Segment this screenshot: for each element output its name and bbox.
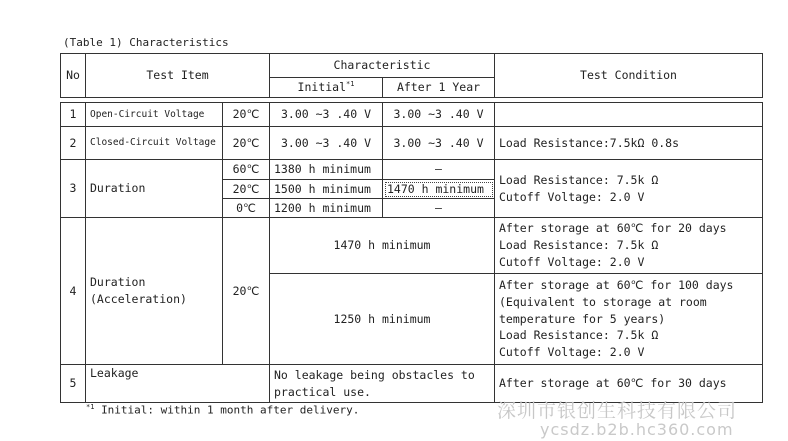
condition-line: Load Resistance: 7.5k Ω [499,328,659,343]
test-condition [495,103,763,127]
temperature: 60℃ [223,160,270,180]
table-row [61,160,763,180]
condition-line: After storage at 60℃ for 20 days [499,221,727,236]
condition-line: After storage at 60℃ for 100 days [499,278,734,293]
row-no: 2 [61,127,86,160]
value-line: practical use. [274,384,371,399]
test-condition [495,274,763,365]
header-test-condition: Test Condition [495,54,763,98]
temperature: 20℃ [223,180,270,199]
header-after-1-year: After 1 Year [383,78,495,98]
test-item: Open-Circuit Voltage [86,103,223,127]
condition-line: Cutoff Voltage: 2.0 V [499,345,645,359]
after-1-year-value: 3.00 ~3 .40 V [383,103,495,127]
item-line: (Acceleration) [90,292,187,306]
row-no: 3 [61,160,86,218]
test-condition: Load Resistance:7.5kΩ 0.8s [495,127,763,160]
header-row [61,54,763,78]
condition-line: temperature for 5 years) [499,311,666,326]
after-1-year-value: — [383,160,495,180]
footnote-mark: *1 [86,403,95,411]
initial-value: 3.00 ~3 .40 V [270,127,383,160]
initial-value: 1200 h minimum [270,199,383,218]
row-no: 4 [61,218,86,365]
characteristic-value: 1250 h minimum [270,274,495,365]
initial-value: 1380 h minimum [270,160,383,180]
test-condition [495,160,763,218]
test-condition [495,218,763,274]
condition-line: Load Resistance: 7.5k Ω [499,238,659,253]
row-no: 1 [61,103,86,127]
footnote [86,403,359,417]
header-initial: Initial$^{*1}$ [270,78,383,98]
header-characteristic: Characteristic [270,54,495,78]
temperature: 0℃ [223,199,270,218]
row-no: 5 [61,365,86,403]
item-line: Duration [90,275,146,290]
characteristic-value [270,365,495,403]
characteristics-table [60,53,763,403]
watermark-url: ycsdz.b2b.hc360.com [540,420,734,439]
test-item: Duration [86,160,223,218]
table-caption: (Table 1) Characteristics [63,36,229,49]
after-1-year-value: 3.00 ~3 .40 V [383,127,495,160]
table-row [61,103,763,127]
header-test-item: Test Item [86,54,270,98]
watermark-company: 深圳市银创生科技有限公司 [497,400,738,422]
condition-line: Cutoff Voltage: 2.0 V [499,189,645,204]
temperature: 20℃ [223,103,270,127]
test-item: Leakage [86,365,270,403]
initial-value: 3.00 ~3 .40 V [270,103,383,127]
initial-value: 1500 h minimum [270,180,383,199]
condition-line: Load Resistance: 7.5k Ω [499,172,659,187]
footnote-text: Initial: within 1 month after delivery. [101,403,360,417]
temperature: 20℃ [223,127,270,160]
temperature: 20℃ [223,218,270,365]
table-row [61,218,763,274]
after-1-year-value: 1470 h minimum [383,180,495,199]
condition-line: (Equivalent to storage at room [499,294,707,309]
header-no: No [61,54,86,98]
test-item [86,218,223,365]
after-1-year-value: — [383,199,495,218]
condition-line: Cutoff Voltage: 2.0 V [499,254,645,269]
value-line: No leakage being obstacles to [274,367,475,382]
table-row [61,127,763,160]
test-item: Closed-Circuit Voltage [86,127,223,160]
characteristic-value: 1470 h minimum [270,218,495,274]
test-condition: After storage at 60℃ for 30 days [495,365,763,403]
